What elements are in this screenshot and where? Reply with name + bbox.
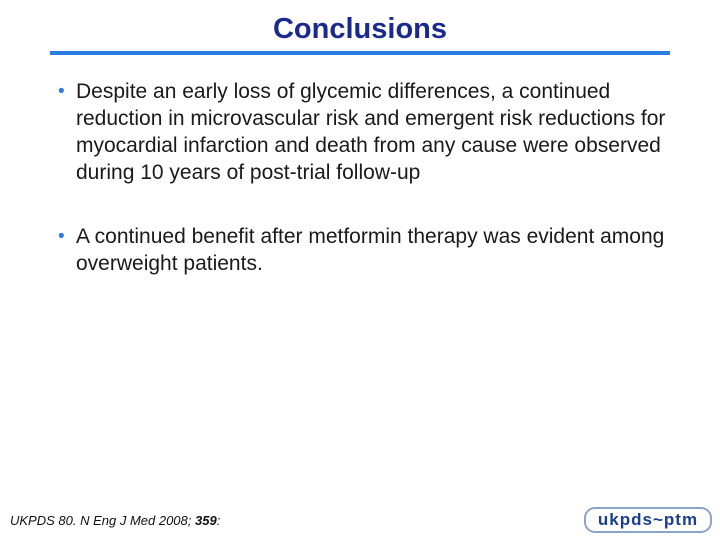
citation-prefix: UKPDS 80. N Eng J Med 2008; [10,513,195,528]
citation-volume: 359 [194,513,217,528]
bullet-list [58,78,698,277]
ukpds-logo: ukpds~ptm [584,507,712,533]
bullet-text: A continued benefit after metformin therapy was evident among overweight patients. [76,225,665,275]
bullet-text: Despite an early loss of glycemic differences, a continued reduction in microvascular risk and emergent risk reductions for myocardial infarction and death from any cause were observed during 10 years of post-trial follow-up [76,80,666,184]
title-underline [50,51,670,55]
bullet-item [58,78,698,186]
bullet-marker: • [58,81,65,102]
citation-suffix: : [216,513,221,528]
citation [10,513,220,529]
slide-title: Conclusions [272,13,447,45]
bullet-item [58,223,698,277]
bullet-marker: • [58,226,65,247]
